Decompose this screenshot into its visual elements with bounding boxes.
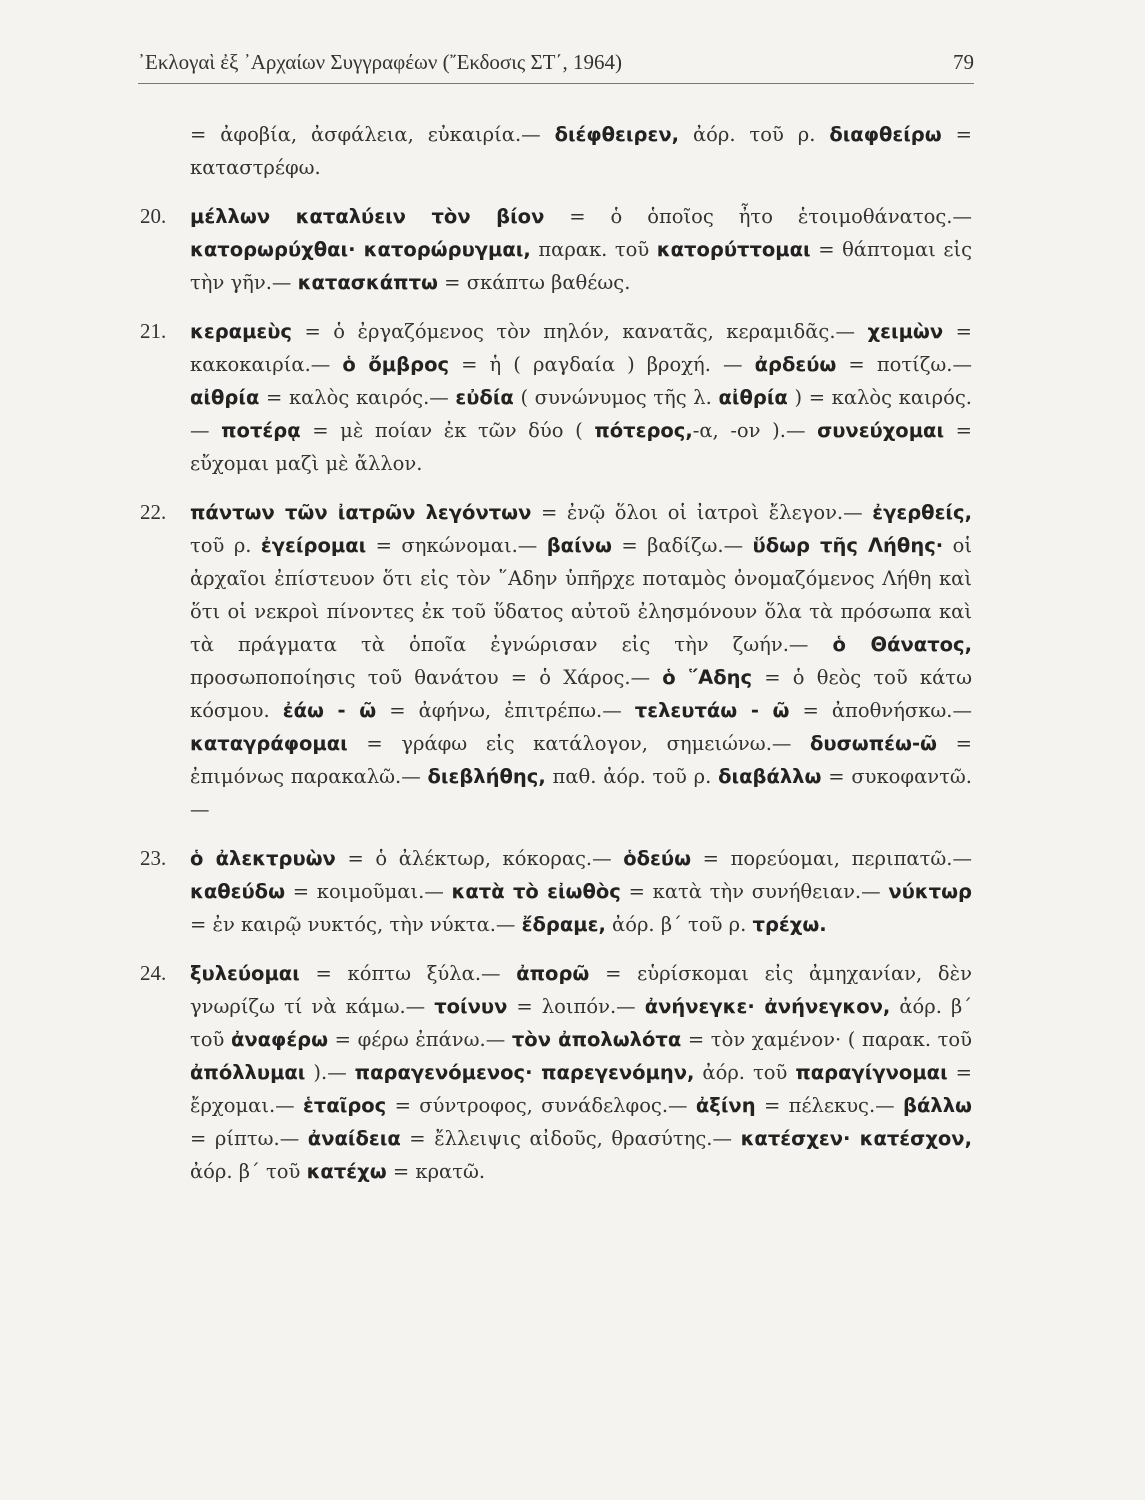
headword: αἰθρία bbox=[718, 386, 788, 409]
definition-text: = κόπτω ξύλα.— bbox=[299, 962, 517, 985]
headword: ἀναίδεια bbox=[307, 1127, 401, 1150]
definition-text: = εὔχομαι μαζὶ μὲ ἄλλον. bbox=[190, 419, 972, 475]
definition-text: = κρατῶ. bbox=[386, 1160, 486, 1183]
definition-text: = ἀποθνήσκω.— bbox=[789, 699, 972, 722]
definition-text: = κακοκαιρία.— bbox=[190, 320, 972, 376]
headword: κεραμεὺς bbox=[190, 320, 292, 343]
definition-text: = βαδίζω.— bbox=[611, 534, 753, 557]
definition-text: = τὸν χαμένον· ( παρακ. τοῦ bbox=[681, 1028, 972, 1051]
definition-text: παρακ. τοῦ bbox=[530, 238, 657, 261]
headword: κατασκάπτω bbox=[297, 271, 438, 294]
headword: ἀπορῶ bbox=[516, 962, 590, 985]
headword: μέλλων καταλύειν τὸν βίον bbox=[190, 205, 545, 228]
headword: ὕδωρ τῆς Λήθης· bbox=[752, 534, 944, 557]
glossary-entry bbox=[140, 957, 972, 1188]
definition-text: ( συνώνυμος τῆς λ. bbox=[513, 386, 719, 409]
definition-text: = κοιμοῦμαι.— bbox=[285, 880, 452, 903]
glossary-body bbox=[140, 118, 972, 1204]
headword: ἀπόλλυμαι bbox=[190, 1061, 306, 1084]
entry-number: 23. bbox=[140, 846, 167, 870]
definition-text: ἀόρ. β΄ τοῦ ρ. bbox=[605, 913, 753, 936]
headword: κατέσχεν· κατέσχον, bbox=[740, 1127, 972, 1150]
headword: ἐγείρομαι bbox=[260, 534, 367, 557]
definition-text: οἱ ἀρχαῖοι ἐπίστευον ὅτι εἰς τὸν ῞Αδην ὑπῆρχε ποταμὸς ὀνομαζόμενος Λήθη καὶ ὅτι οἱ νεκροὶ πίνοντες ἐκ τοῦ ὕδατος αὐτοῦ ἐλησμόνουν ὅλα τὰ πρόσωπα καὶ τὰ πράγματα τὰ ὁποῖα ἐγνώρισαν εἰς τὴν ζωήν.— bbox=[190, 534, 972, 656]
headword: βάλλω bbox=[903, 1094, 972, 1117]
headword: ἔδραμε, bbox=[521, 913, 606, 936]
headword: ἀξίνη bbox=[695, 1094, 756, 1117]
definition-text: = σκάπτω βαθέως. bbox=[437, 271, 631, 294]
definition-text: = ἔρχομαι.— bbox=[190, 1061, 972, 1117]
definition-text: = εὑρίσκομαι εἰς ἀμηχανίαν, δὲν γνωρίζω τί νὰ κάμω.— bbox=[190, 962, 972, 1018]
definition-text: = συκοφαντῶ.— bbox=[190, 765, 972, 821]
definition-text: ἀόρ. τοῦ ρ. bbox=[679, 123, 830, 146]
definition-text: ) = καλὸς καιρός.— bbox=[190, 386, 972, 442]
headword: διέφθειρεν, bbox=[554, 123, 680, 146]
definition-text: = καταστρέφω. bbox=[190, 123, 972, 179]
headword: διαφθείρω bbox=[829, 123, 942, 146]
definition-text: τοῦ ρ. bbox=[190, 534, 261, 557]
definition-text: = ἐν καιρῷ νυκτός, τὴν νύκτα.— bbox=[190, 913, 522, 936]
headword: πότερος, bbox=[594, 419, 693, 442]
definition-text: ἀόρ. β΄ τοῦ bbox=[190, 995, 972, 1051]
definition-text: = μὲ ποίαν ἐκ τῶν δύο ( bbox=[300, 419, 595, 442]
headword: δυσωπέω-ῶ bbox=[810, 732, 938, 755]
definition-text: = ρίπτω.— bbox=[190, 1127, 308, 1150]
headword: παραγίγνομαι bbox=[795, 1061, 948, 1084]
headword: ὁ ἀλεκτρυὼν bbox=[190, 847, 336, 870]
headword: χειμὼν bbox=[867, 320, 944, 343]
glossary-entry bbox=[140, 200, 972, 299]
headword: εὐδία bbox=[455, 386, 514, 409]
entry-number: 22. bbox=[140, 500, 167, 524]
definition-text: = ὁ θεὸς τοῦ κάτω κόσμου. bbox=[190, 666, 972, 722]
headword: αἰθρία bbox=[190, 386, 260, 409]
definition-text: = πέλεκυς.— bbox=[755, 1094, 904, 1117]
headword: ὁ ὄμβρος bbox=[342, 353, 450, 376]
definition-text: = ἔλλειψις αἰδοῦς, θρασύτης.— bbox=[400, 1127, 741, 1150]
headword: διεβλήθης, bbox=[427, 765, 546, 788]
definition-text: = ἐνῷ ὅλοι οἱ ἰατροὶ ἔλεγον.— bbox=[531, 501, 873, 524]
definition-text: = κατὰ τὴν συνήθειαν.— bbox=[620, 880, 889, 903]
headword: ὁ Θάνατος, bbox=[832, 633, 972, 656]
headword: τρέχω. bbox=[752, 913, 827, 936]
headword: τελευτάω - ῶ bbox=[634, 699, 790, 722]
headword: νύκτωρ bbox=[888, 880, 972, 903]
definition-text: = ὁ ὁποῖος ἦτο ἑτοιμοθάνατος.— bbox=[544, 205, 972, 228]
definition-text: προσωποποίησις τοῦ θανάτου = ὁ Χάρος.— bbox=[190, 666, 663, 689]
glossary-entry bbox=[140, 496, 972, 826]
glossary-continuation bbox=[140, 118, 972, 184]
definition-text: -α, -ον ).— bbox=[692, 419, 818, 442]
headword: κατέχω bbox=[306, 1160, 387, 1183]
definition-text: = σύντροφος, συνάδελφος.— bbox=[386, 1094, 696, 1117]
definition-text: = ἀφήνω, ἐπιτρέπω.— bbox=[376, 699, 635, 722]
headword: ἀνήνεγκε· ἀνήνεγκον, bbox=[644, 995, 891, 1018]
headword: διαβάλλω bbox=[718, 765, 822, 788]
headword: ξυλεύομαι bbox=[190, 962, 300, 985]
definition-text: ).— bbox=[305, 1061, 355, 1084]
entry-number: 21. bbox=[140, 319, 167, 343]
definition-text: = φέρω ἐπάνω.— bbox=[328, 1028, 512, 1051]
running-header bbox=[138, 50, 974, 75]
definition-text: = ἡ ( ραγδαία ) βροχή. — bbox=[449, 353, 755, 376]
entry-number: 20. bbox=[140, 204, 167, 228]
definition-text: ἀόρ. β΄ τοῦ bbox=[190, 1160, 307, 1183]
headword: ἑταῖρος bbox=[303, 1094, 387, 1117]
header-rule bbox=[138, 83, 974, 84]
definition-text: = γράφω εἰς κατάλογον, σημειώνω.— bbox=[347, 732, 811, 755]
headword: ὁ ῞Αδης bbox=[662, 666, 753, 689]
headword: τοίνυν bbox=[434, 995, 508, 1018]
definition-text: ἀόρ. τοῦ bbox=[694, 1061, 796, 1084]
headword: κατορωρύχθαι· κατορώρυγμαι, bbox=[190, 238, 531, 261]
definition-text: = σηκώνομαι.— bbox=[366, 534, 547, 557]
page-number: 79 bbox=[953, 50, 974, 74]
headword: τὸν ἀπολωλότα bbox=[511, 1028, 682, 1051]
headword: ἀναφέρω bbox=[230, 1028, 329, 1051]
definition-text: = ὁ ἐργαζόμενος τὸν πηλόν, κανατᾶς, κεραμιδᾶς.— bbox=[292, 320, 868, 343]
headword: κατορύττομαι bbox=[656, 238, 811, 261]
headword: ὁδεύω bbox=[623, 847, 692, 870]
definition-text: = καλὸς καιρός.— bbox=[259, 386, 456, 409]
definition-text: = πορεύομαι, περιπατῶ.— bbox=[691, 847, 972, 870]
headword: καθεύδω bbox=[190, 880, 286, 903]
headword: πάντων τῶν ἰατρῶν λεγόντων bbox=[190, 501, 532, 524]
definition-text: παθ. ἀόρ. τοῦ ρ. bbox=[545, 765, 719, 788]
headword: ἀρδεύω bbox=[754, 353, 837, 376]
glossary-entry bbox=[140, 842, 972, 941]
definition-text: = θάπτομαι εἰς τὴν γῆν.— bbox=[190, 238, 973, 294]
headword: καταγράφομαι bbox=[190, 732, 348, 755]
headword: ἐγερθείς, bbox=[872, 501, 972, 524]
definition-text: = λοιπόν.— bbox=[507, 995, 645, 1018]
headword: ἐάω - ῶ bbox=[282, 699, 377, 722]
definition-text: = ἐπιμόνως παρακαλῶ.— bbox=[190, 732, 972, 788]
definition-text: = ὁ ἀλέκτωρ, κόκορας.— bbox=[335, 847, 624, 870]
definition-text: = ποτίζω.— bbox=[836, 353, 972, 376]
headword: παραγενόμενος· παρεγενόμην, bbox=[354, 1061, 695, 1084]
definition-text: = ἀφοβία, ἀσφάλεια, εὐκαιρία.— bbox=[190, 123, 555, 146]
headword: ποτέρᾳ bbox=[221, 419, 301, 442]
entry-number: 24. bbox=[140, 961, 167, 985]
glossary-entry bbox=[140, 315, 972, 480]
headword: βαίνω bbox=[546, 534, 612, 557]
headword: συνεύχομαι bbox=[817, 419, 945, 442]
running-title: ᾿Εκλογαὶ ἐξ ᾿Αρχαίων Συγγραφέων (῎Εκδοσις ΣΤ΄, 1964) bbox=[138, 50, 622, 74]
headword: κατὰ τὸ εἰωθὸς bbox=[451, 880, 621, 903]
